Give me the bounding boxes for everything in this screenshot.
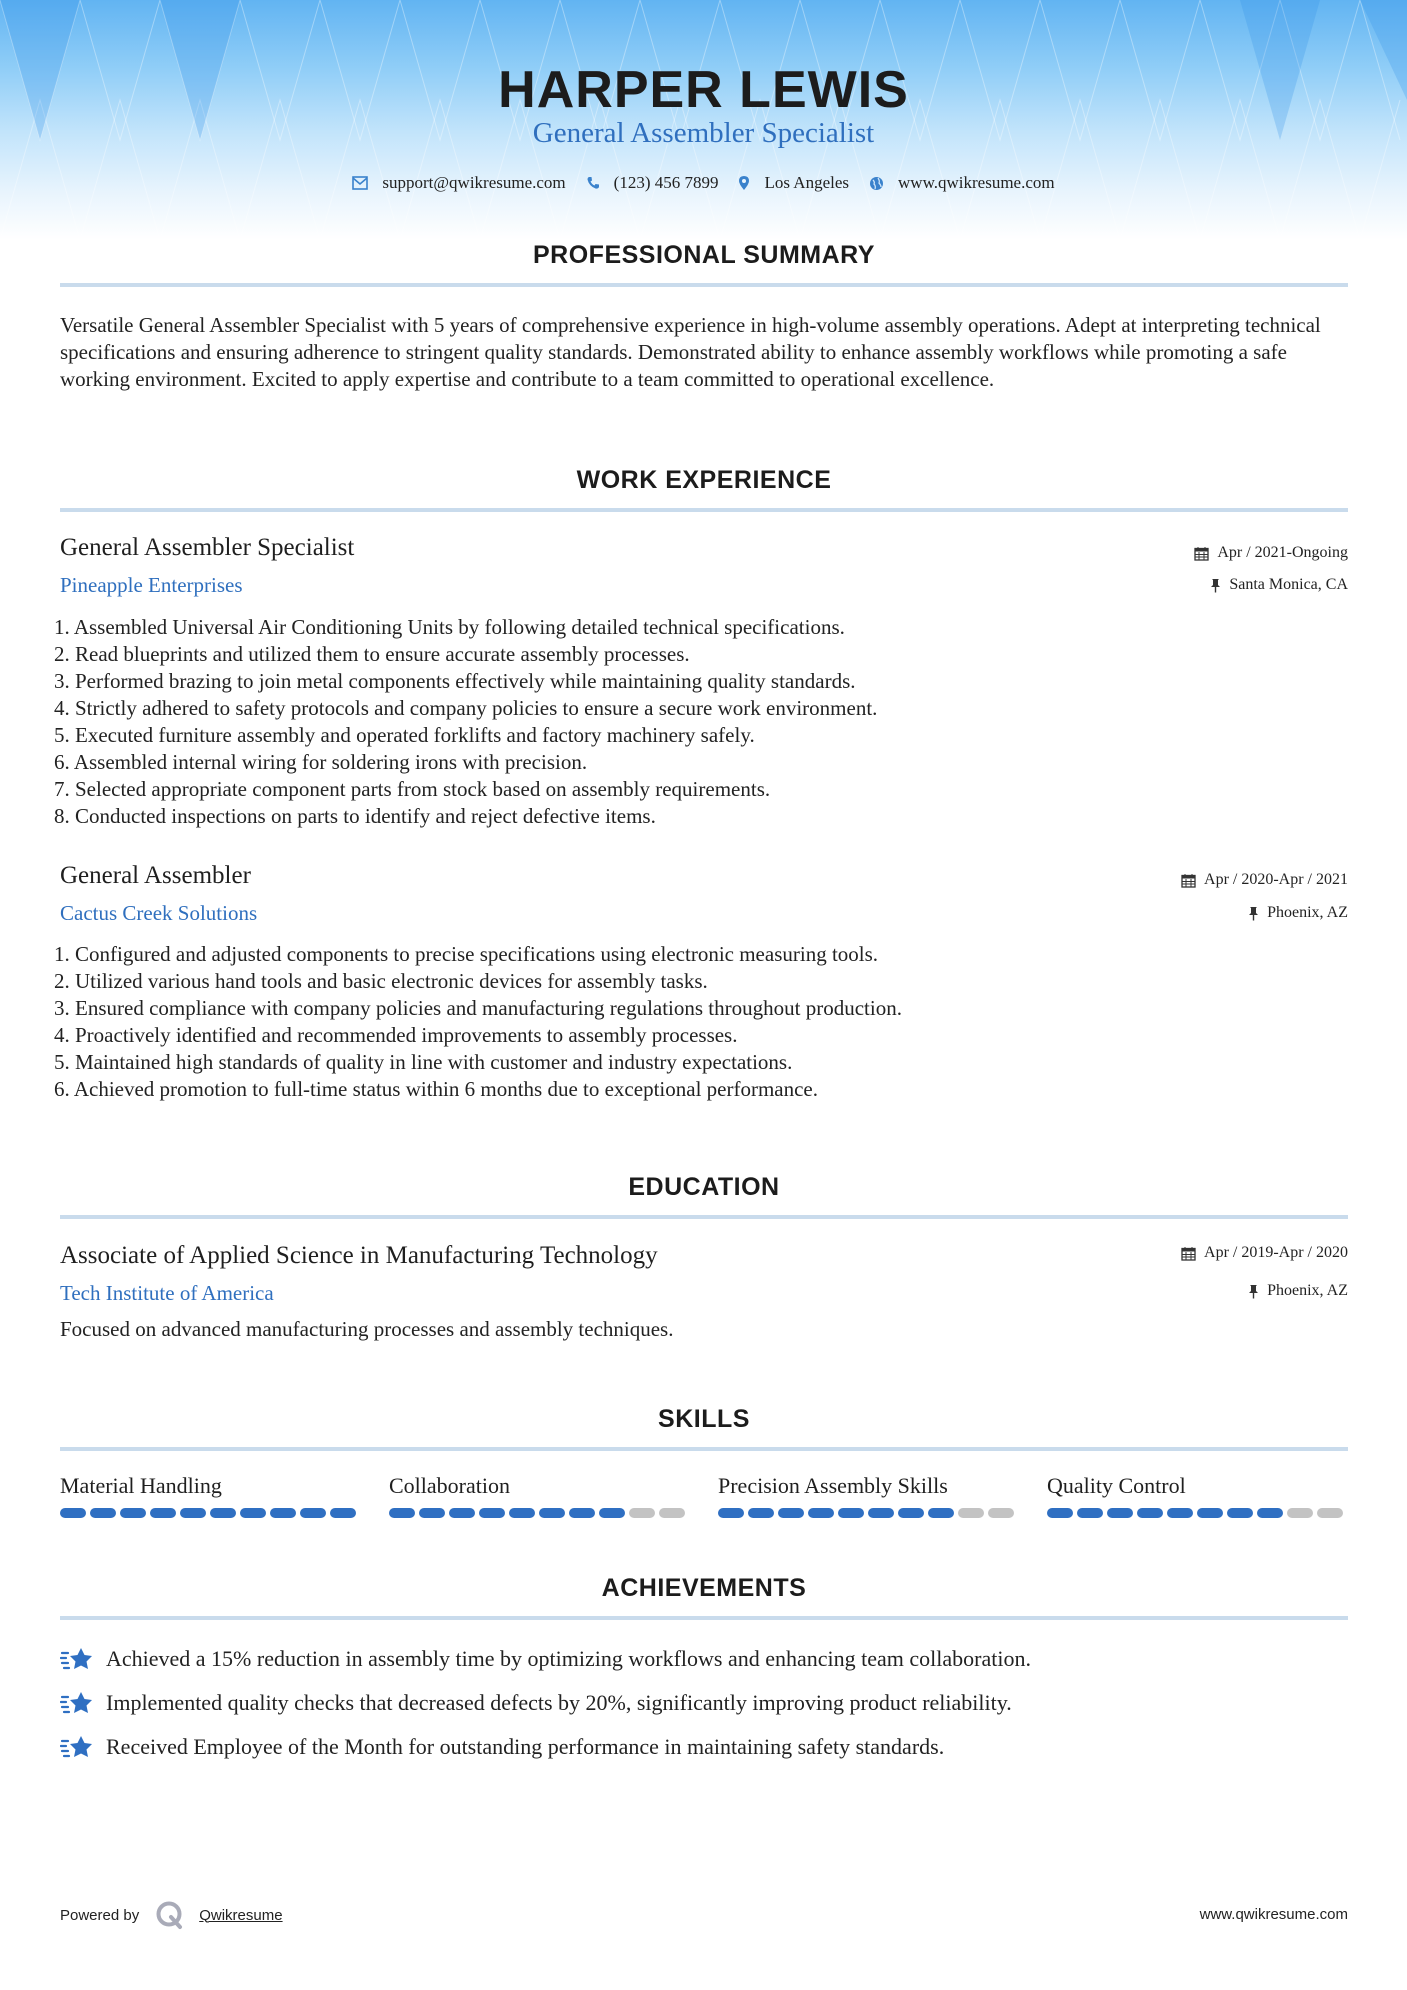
skill-segment-filled (868, 1508, 894, 1518)
summary-divider (60, 283, 1348, 287)
skill-segment-filled (479, 1508, 505, 1518)
footer-website[interactable]: www.qwikresume.com (1199, 1906, 1348, 1923)
footer-powered-by (60, 1900, 283, 1930)
map-pin-icon (738, 175, 750, 191)
skill-segment-filled (210, 1508, 236, 1518)
skill-segment-empty (659, 1508, 685, 1518)
skill-segment-filled (389, 1508, 415, 1518)
skill-segment-filled (1107, 1508, 1133, 1518)
email-text: support@qwikresume.com (382, 173, 566, 192)
dates-text: Apr / 2020-Apr / 2021 (1204, 871, 1348, 888)
skill-segment-filled (509, 1508, 535, 1518)
bullet-item: 7. Selected appropriate component parts from stock based on assembly requirements. (54, 777, 771, 801)
skill-segment-filled (928, 1508, 954, 1518)
skill-name: Material Handling (60, 1473, 222, 1498)
skills-heading: SKILLS (658, 1405, 750, 1433)
skill-segment-filled (539, 1508, 565, 1518)
summary-text: Versatile General Assembler Specialist with 5 years of comprehensive experience in high-volume assembly operations. Adept at interpreting technical specifications and ensuring adherence to stringent quality standards. Demonstrated ability to enhance assembly workflows while promoting a safe working environment. Excited to apply expertise and contribute to a team committed to operational excellence. (60, 313, 1321, 391)
shooting-star-icon (60, 1645, 94, 1673)
education-location (1248, 1281, 1348, 1301)
skill-segment-empty (1317, 1508, 1343, 1518)
skill-segment-filled (599, 1508, 625, 1518)
degree-title: Associate of Applied Science in Manufacturing Technology (60, 1242, 658, 1269)
skill-segment-filled (240, 1508, 266, 1518)
dates-text: Apr / 2021-Ongoing (1217, 544, 1348, 561)
experience-heading: WORK EXPERIENCE (576, 466, 832, 494)
calendar-icon (1181, 1246, 1196, 1261)
phone-icon (586, 176, 600, 190)
pushpin-icon (1210, 578, 1221, 593)
skill-item (1047, 1472, 1347, 1518)
website-text: www.qwikresume.com (898, 173, 1055, 192)
bullet-item: 3. Performed brazing to join metal components effectively while maintaining quality standards. (54, 669, 856, 693)
company-name: Pineapple Enterprises (60, 573, 243, 597)
skill-segment-filled (569, 1508, 595, 1518)
achievement-item (60, 1689, 1012, 1717)
skill-segment-filled (898, 1508, 924, 1518)
skill-segment-filled (300, 1508, 326, 1518)
skill-segment-empty (988, 1508, 1014, 1518)
skill-item (60, 1472, 360, 1518)
bullet-item: 3. Ensured compliance with company policies and manufacturing regulations throughout production. (54, 996, 902, 1020)
skill-segment-filled (1167, 1508, 1193, 1518)
skills-divider (60, 1447, 1348, 1451)
skill-segment-filled (1077, 1508, 1103, 1518)
bullet-item: 4. Proactively identified and recommended improvements to assembly processes. (54, 1023, 738, 1047)
skills-grid (60, 1472, 1350, 1518)
achievement-text: Achieved a 15% reduction in assembly time by optimizing workflows and enhancing team collaboration. (106, 1646, 1031, 1671)
candidate-title: General Assembler Specialist (532, 117, 875, 149)
education-divider (60, 1215, 1348, 1219)
experience-divider (60, 508, 1348, 512)
bullet-item: 6. Achieved promotion to full-time status within 6 months due to exceptional performance. (54, 1077, 818, 1101)
achievement-text: Received Employee of the Month for outstanding performance in maintaining safety standards. (106, 1734, 945, 1759)
shooting-star-icon (60, 1689, 94, 1717)
skill-segment-filled (1047, 1508, 1073, 1518)
contact-website[interactable] (869, 172, 1055, 194)
skill-segment-filled (330, 1508, 356, 1518)
skill-segment-filled (120, 1508, 146, 1518)
pushpin-icon (1248, 906, 1259, 921)
skill-rating-bar (60, 1508, 360, 1518)
contact-email[interactable] (352, 172, 565, 194)
skill-segment-filled (60, 1508, 86, 1518)
education-description: Focused on advanced manufacturing processes and assembly techniques. (60, 1317, 674, 1341)
job-title: General Assembler Specialist (60, 534, 355, 561)
calendar-icon (1181, 873, 1196, 888)
contact-location (738, 172, 849, 194)
candidate-name: HARPER LEWIS (498, 61, 909, 119)
qwikresume-link[interactable]: Qwikresume (199, 1906, 283, 1924)
skill-segment-filled (1257, 1508, 1283, 1518)
job-title: General Assembler (60, 862, 251, 889)
contact-bar (0, 172, 1407, 194)
achievement-item (60, 1645, 1031, 1673)
skill-name: Precision Assembly Skills (718, 1473, 948, 1498)
skill-segment-filled (1227, 1508, 1253, 1518)
bullet-item: 5. Executed furniture assembly and operated forklifts and factory machinery safely. (54, 723, 755, 747)
skill-segment-empty (1287, 1508, 1313, 1518)
globe-icon (869, 176, 884, 191)
skill-segment-filled (748, 1508, 774, 1518)
job-location (1210, 575, 1348, 595)
powered-by-label: Powered by (60, 1906, 140, 1924)
skill-segment-filled (180, 1508, 206, 1518)
skill-rating-bar (718, 1508, 1018, 1518)
dates-text: Apr / 2019-Apr / 2020 (1204, 1244, 1348, 1261)
skill-segment-filled (449, 1508, 475, 1518)
company-name: Cactus Creek Solutions (60, 901, 258, 925)
pushpin-icon (1248, 1284, 1259, 1299)
job-dates (1194, 543, 1348, 563)
location-text: Phoenix, AZ (1267, 1282, 1348, 1299)
contact-phone[interactable] (586, 172, 719, 194)
achievements-divider (60, 1616, 1348, 1620)
skill-name: Collaboration (389, 1473, 510, 1498)
skill-segment-filled (419, 1508, 445, 1518)
skill-segment-filled (270, 1508, 296, 1518)
envelope-icon (352, 176, 368, 190)
bullet-item: 8. Conducted inspections on parts to identify and reject defective items. (54, 804, 656, 828)
bullet-item: 5. Maintained high standards of quality in line with customer and industry expectations. (54, 1050, 793, 1074)
school-name: Tech Institute of America (60, 1281, 274, 1305)
bullet-item: 2. Utilized various hand tools and basic electronic devices for assembly tasks. (54, 969, 708, 993)
location-text: Santa Monica, CA (1229, 576, 1348, 593)
bullet-item: 1. Configured and adjusted components to precise specifications using electronic measuring tools. (54, 942, 879, 966)
achievements-heading: ACHIEVEMENTS (601, 1574, 807, 1602)
bullet-item: 6. Assembled internal wiring for soldering irons with precision. (54, 750, 588, 774)
location-text: Phoenix, AZ (1267, 904, 1348, 921)
skill-segment-filled (838, 1508, 864, 1518)
skill-item (718, 1472, 1018, 1518)
skill-segment-filled (150, 1508, 176, 1518)
job-bullets (54, 614, 877, 830)
achievement-text: Implemented quality checks that decreased defects by 20%, significantly improving product reliability. (106, 1690, 1012, 1715)
summary-heading: PROFESSIONAL SUMMARY (533, 241, 875, 269)
skill-segment-filled (808, 1508, 834, 1518)
qwikresume-logo-icon (155, 1900, 185, 1930)
phone-text: (123) 456 7899 (613, 173, 719, 192)
shooting-star-icon (60, 1733, 94, 1761)
skill-item (389, 1472, 689, 1518)
education-dates (1181, 1243, 1348, 1263)
job-dates (1181, 870, 1348, 890)
location-text: Los Angeles (764, 173, 850, 192)
skill-segment-filled (1137, 1508, 1163, 1518)
job-location (1248, 903, 1348, 923)
skill-segment-filled (1197, 1508, 1223, 1518)
bullet-item: 1. Assembled Universal Air Conditioning Units by following detailed technical specifications. (54, 615, 845, 639)
job-bullets (54, 941, 902, 1103)
skill-rating-bar (1047, 1508, 1347, 1518)
skill-name: Quality Control (1047, 1473, 1186, 1498)
calendar-icon (1194, 546, 1209, 561)
achievement-item (60, 1733, 944, 1761)
bullet-item: 4. Strictly adhered to safety protocols and company policies to ensure a secure work environment. (54, 696, 878, 720)
skill-segment-filled (90, 1508, 116, 1518)
skill-segment-empty (629, 1508, 655, 1518)
skill-segment-filled (718, 1508, 744, 1518)
skill-rating-bar (389, 1508, 689, 1518)
education-heading: EDUCATION (628, 1173, 780, 1201)
skill-segment-filled (778, 1508, 804, 1518)
bullet-item: 2. Read blueprints and utilized them to ensure accurate assembly processes. (54, 642, 690, 666)
skill-segment-empty (958, 1508, 984, 1518)
